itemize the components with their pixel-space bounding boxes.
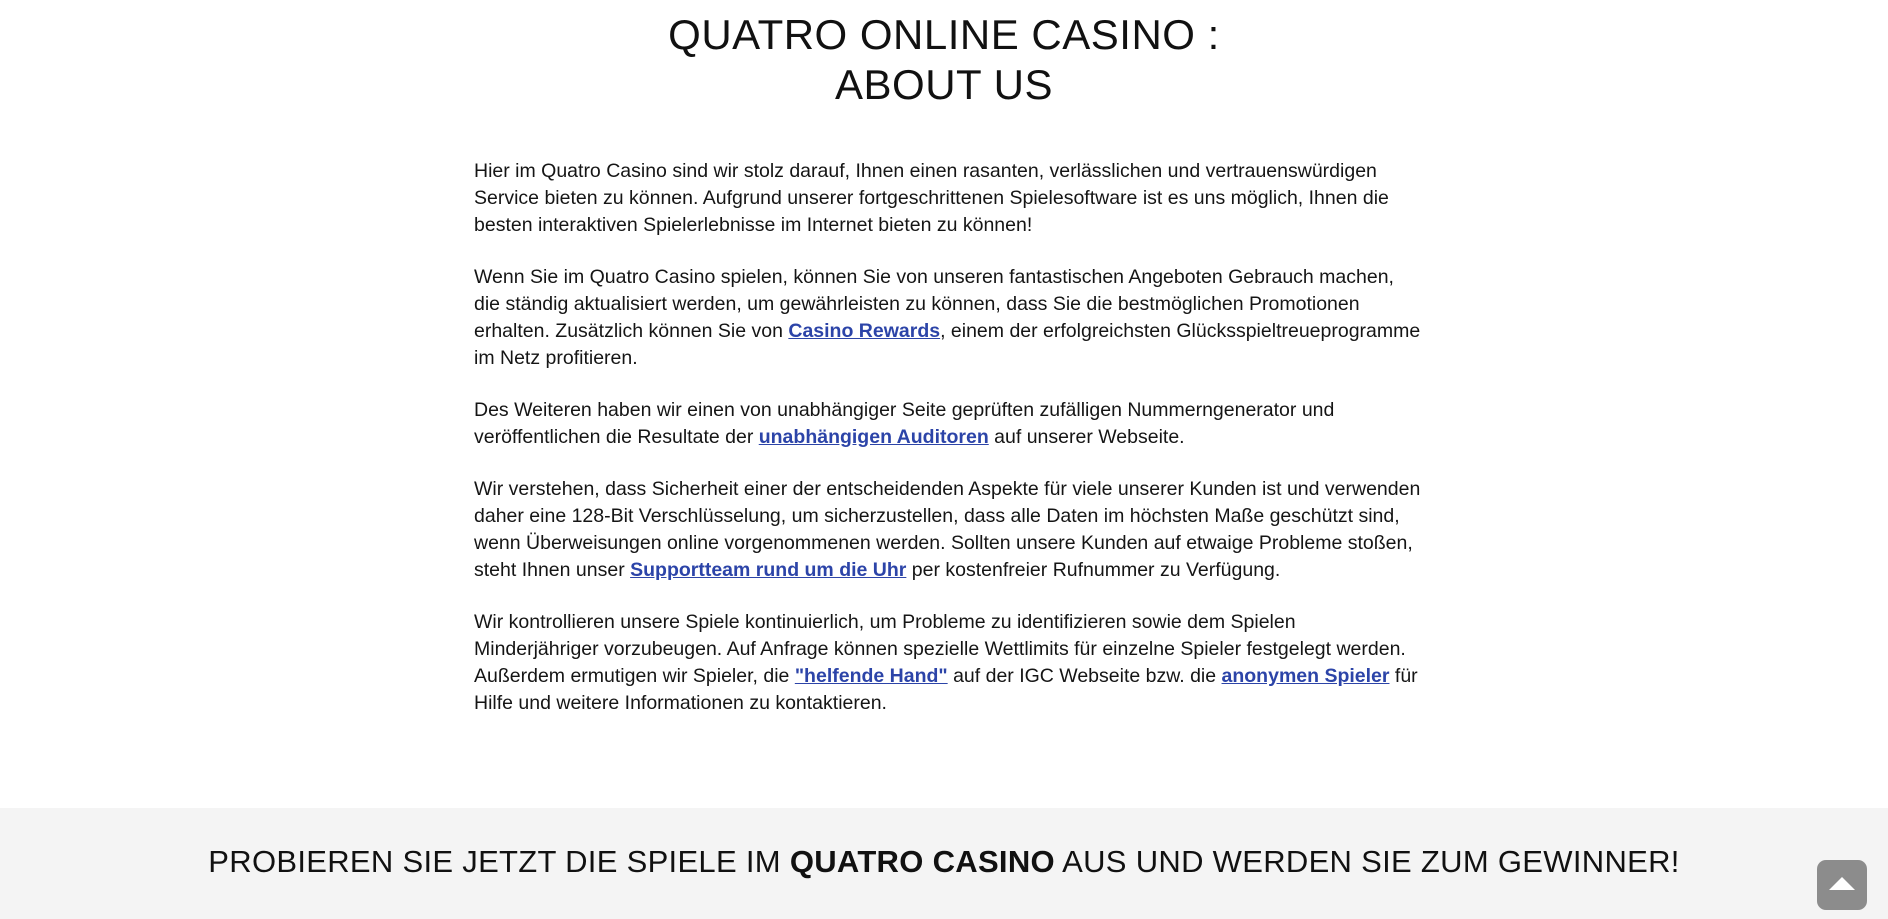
paragraph-intro (474, 158, 1424, 239)
casino-rewards-link[interactable]: Casino Rewards (788, 320, 941, 342)
about-content (474, 158, 1424, 742)
anonymous-players-link[interactable]: anonymen Spieler (1221, 665, 1390, 687)
cta-heading (0, 844, 1888, 879)
auditors-link[interactable]: unabhängigen Auditoren (758, 426, 989, 448)
support-team-link[interactable]: Supportteam rund um die Uhr (630, 559, 907, 581)
paragraph-intro-text: Hier im Quatro Casino sind wir stolz darauf, Ihnen einen rasanten, verlässlichen und vertrauenswürdigen Service bieten zu können. Aufgrund unserer fortgeschrittenen Spielesoftware ist es uns möglich, Ihnen die besten interaktiven Spielerlebnisse im Internet bieten zu können! (474, 160, 1389, 236)
paragraph-security-text-2: per kostenfreier Rufnummer zu Verfügung. (906, 559, 1281, 581)
paragraph-rng (474, 397, 1424, 451)
page-title (0, 10, 1888, 110)
paragraph-promotions-text-2: , einem der erfolgreichsten Glücksspieltreueprogramme im Netz profitieren. (474, 320, 1421, 369)
cta-band (0, 808, 1888, 919)
paragraph-security (474, 476, 1424, 584)
paragraph-security-text-1: Wir verstehen, dass Sicherheit einer der entscheidenden Aspekte für viele unserer Kunden ist und verwenden daher eine 128-Bit Verschlüsselung, um sicherzustellen, dass alle Daten im höchsten Maße geschützt sind, wenn Überweisungen online vorgenommenen werden. Sollten unsere Kunden auf etwaige Probleme stoßen, steht Ihnen unser (474, 478, 1421, 581)
cta-heading-text-1: PROBIEREN SIE JETZT DIE SPIELE IM (208, 844, 790, 879)
page-title-line-2: ABOUT US (835, 61, 1053, 108)
scroll-to-top-button[interactable] (1817, 860, 1867, 910)
chevron-up-icon (1829, 877, 1855, 890)
paragraph-responsible-text-3: für Hilfe und weitere Informationen zu kontaktieren. (474, 665, 1418, 714)
page-title-line-1: QUATRO ONLINE CASINO : (668, 11, 1220, 58)
paragraph-promotions-text-1: Wenn Sie im Quatro Casino spielen, können Sie von unseren fantastischen Angeboten Gebrauch machen, die ständig aktualisiert werden, um gewährleisten zu können, dass Sie die bestmöglichen Promotionen erhalten. Zusätzlich können Sie von (474, 266, 1394, 342)
cta-heading-brand: QUATRO CASINO (789, 844, 1055, 879)
paragraph-responsible-gaming (474, 609, 1424, 717)
paragraph-promotions (474, 264, 1424, 372)
paragraph-responsible-text-2: auf der IGC Webseite bzw. die (947, 665, 1222, 687)
paragraph-responsible-text-1: Wir kontrollieren unsere Spiele kontinuierlich, um Probleme zu identifizieren sowie dem Spielen Minderjähriger vorzubeugen. Auf Anfrage können spezielle Wettlimits für einzelne Spieler festgelegt werden. Außerdem ermutigen wir Spieler, die (474, 611, 1406, 687)
helping-hand-link[interactable]: "helfende Hand" (794, 665, 948, 687)
cta-heading-text-2: AUS UND WERDEN SIE ZUM GEWINNER! (1054, 844, 1680, 879)
paragraph-rng-text-2: auf unserer Webseite. (988, 426, 1185, 448)
paragraph-rng-text-1: Des Weiteren haben wir einen von unabhängiger Seite geprüften zufälligen Nummerngenerator und veröffentlichen die Resultate der (474, 399, 1335, 448)
